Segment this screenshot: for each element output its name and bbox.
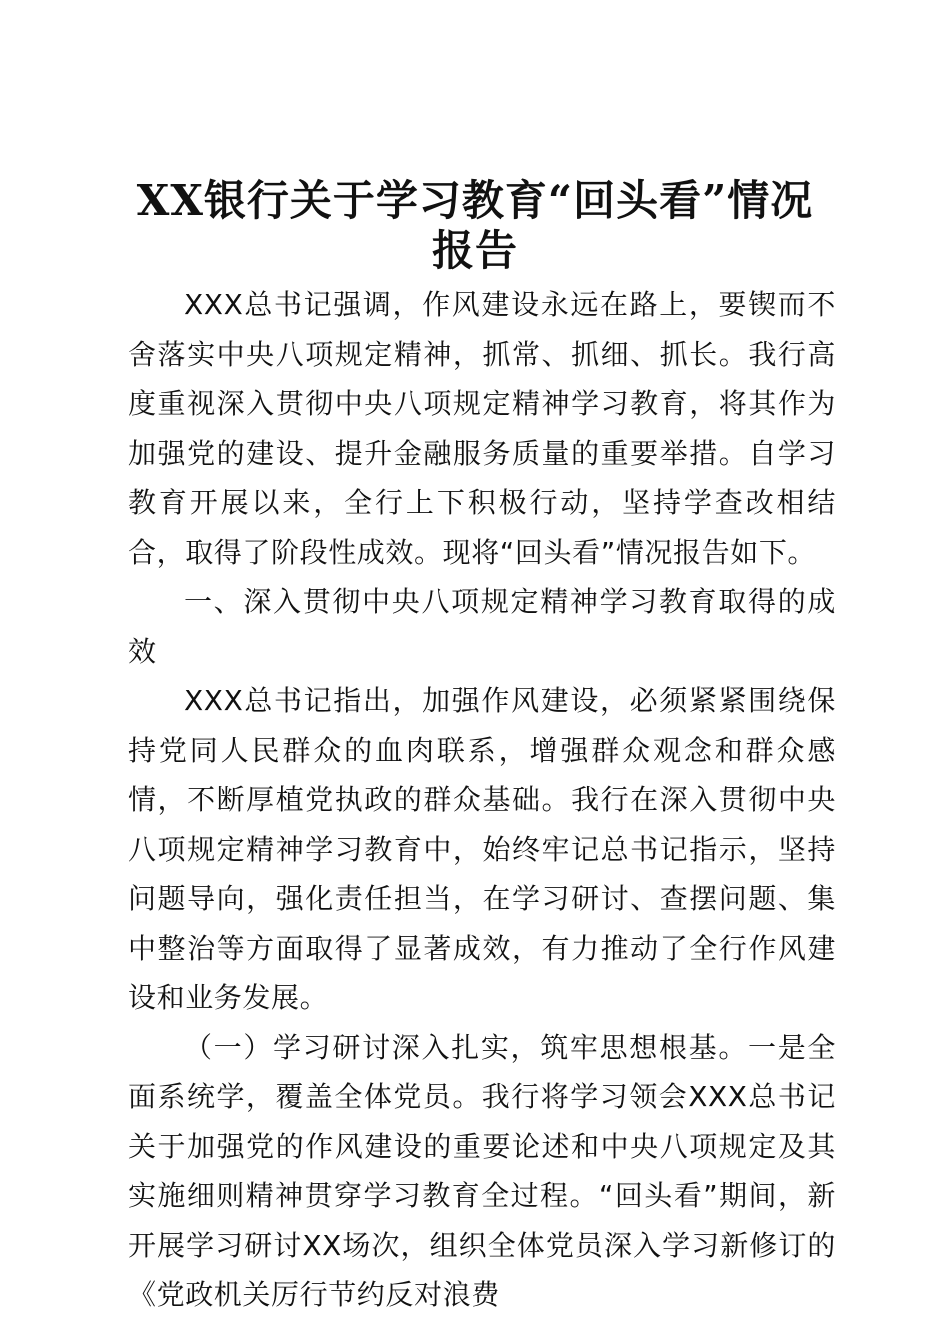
body-paragraph: XXX总书记指出，加强作风建设，必须紧紧围绕保持党同人民群众的血肉联系，增强群众观念和群众感情，不断厚植党执政的群众基础。我行在深入贯彻中央八项规定精神学习教育中，始终牢记总书记指示，坚持问题导向，强化责任担当，在学习研讨、查摆问题、集中整治等方面取得了显著成效，有力推动了全行作风建设和业务发展。 bbox=[128, 684, 836, 1014]
document-title-line-1: XX银行关于学习教育“回头看”情况 bbox=[136, 176, 814, 225]
document-title-line-2: 报告 bbox=[431, 226, 518, 275]
intro-paragraph: XXX总书记强调，作风建设永远在路上，要锲而不舍落实中央八项规定精神，抓常、抓细、抓长。我行高度重视深入贯彻中央八项规定精神学习教育，将其作为加强党的建设、提升金融服务质量的重要举措。自学习教育开展以来，全行上下积极行动，坚持学查改相结合，取得了阶段性成效。现将“回头看”情况报告如下。 bbox=[128, 288, 836, 569]
document-title bbox=[0, 176, 950, 276]
subsection-paragraph: （一）学习研讨深入扎实，筑牢思想根基。一是全面系统学，覆盖全体党员。我行将学习领会XXX总书记关于加强党的作风建设的重要论述和中央八项规定及其实施细则精神贯穿学习教育全过程。“回头看”期间，新开展学习研讨XX场次，组织全体党员深入学习新修订的《党政机关厉行节约反对浪费 bbox=[128, 1030, 836, 1311]
document-body bbox=[128, 280, 836, 1320]
section-heading: 一、深入贯彻中央八项规定精神学习教育取得的成效 bbox=[128, 585, 836, 668]
